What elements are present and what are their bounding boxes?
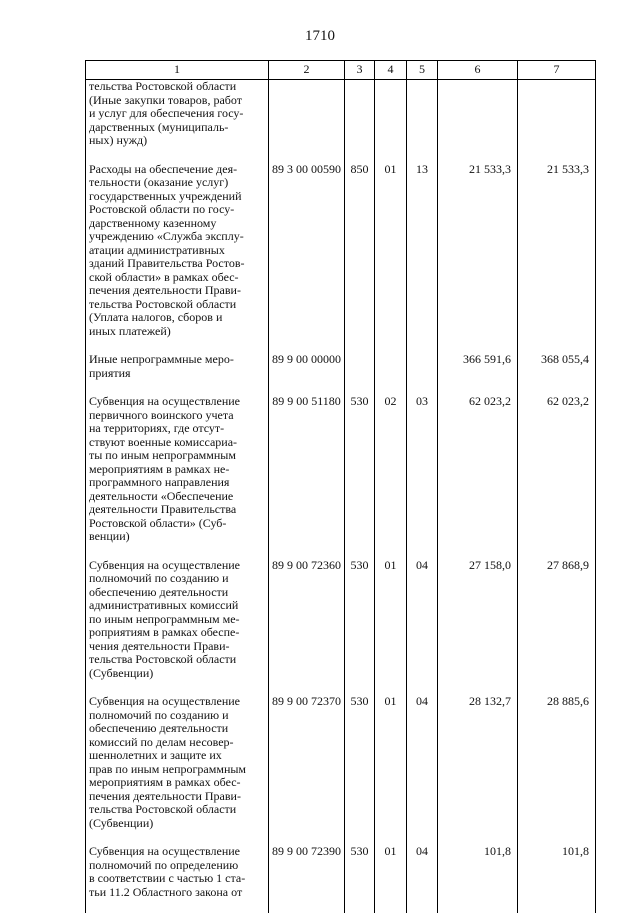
row-sum-1: 27 158,0 — [438, 558, 518, 695]
row-code: 89 9 00 51180 — [269, 394, 345, 558]
budget-table — [85, 60, 596, 913]
row-sum-1: 101,8 — [438, 844, 518, 913]
header-col-7: 7 — [518, 61, 596, 80]
row-rz: 02 — [375, 394, 407, 558]
row-sum-2: 368 055,4 — [518, 352, 596, 394]
row-pr: 03 — [407, 394, 438, 558]
row-sum-1: 21 533,3 — [438, 162, 518, 353]
row-pr: 04 — [407, 558, 438, 695]
row-pr — [407, 80, 438, 162]
row-name: Субвенция на осуществление первичного воинского учета на территориях, где отсут- ствуют военные комиссариа- ты по иным непрограммным мероприятиям в рамках не- программного направления деятельности «Обеспечение деятельности Правительства Ростовской области» (Суб- венции) — [86, 394, 269, 558]
row-sum-1: 366 591,6 — [438, 352, 518, 394]
row-rz: 01 — [375, 558, 407, 695]
row-sum-1 — [438, 80, 518, 162]
row-vr: 530 — [345, 694, 375, 844]
page-number: 1710 — [305, 28, 335, 44]
row-pr — [407, 352, 438, 394]
row-pr: 04 — [407, 694, 438, 844]
row-code: 89 3 00 00590 — [269, 162, 345, 353]
row-vr: 530 — [345, 558, 375, 695]
row-name: тельства Ростовской области (Иные закупки товаров, работ и услуг для обеспечения госу- дарственных (муниципаль- ных) нужд) — [86, 80, 269, 162]
row-pr: 13 — [407, 162, 438, 353]
row-sum-2 — [518, 80, 596, 162]
row-code: 89 9 00 72390 — [269, 844, 345, 913]
table-row — [86, 162, 596, 353]
table-row — [86, 80, 596, 162]
row-sum-2: 27 868,9 — [518, 558, 596, 695]
row-name: Расходы на обеспечение дея- тельности (оказание услуг) государственных учреждений Ростовской области по госу- дарственному казенному учреждению «Служба эксплу- атации административных зданий Правительства Ростов- ской области» в рамках обес- печения деятельности Прави- тельства Ростовской области (Уплата налогов, сборов и иных платежей) — [86, 162, 269, 353]
table-header-row — [86, 61, 596, 80]
row-pr: 04 — [407, 844, 438, 913]
row-sum-2: 62 023,2 — [518, 394, 596, 558]
header-col-3: 3 — [345, 61, 375, 80]
row-sum-2: 21 533,3 — [518, 162, 596, 353]
row-rz: 01 — [375, 844, 407, 913]
table-row — [86, 694, 596, 844]
row-name: Иные непрограммные меро- приятия — [86, 352, 269, 394]
row-sum-1: 62 023,2 — [438, 394, 518, 558]
table-row — [86, 352, 596, 394]
row-rz: 01 — [375, 162, 407, 353]
row-sum-2: 28 885,6 — [518, 694, 596, 844]
row-rz — [375, 352, 407, 394]
row-code: 89 9 00 00000 — [269, 352, 345, 394]
header-col-2: 2 — [269, 61, 345, 80]
row-code — [269, 80, 345, 162]
row-name: Субвенция на осуществление полномочий по определению в соответствии с частью 1 ста- тьи 11.2 Областного закона от — [86, 844, 269, 913]
header-col-6: 6 — [438, 61, 518, 80]
table-row — [86, 558, 596, 695]
row-name: Субвенция на осуществление полномочий по созданию и обеспечению деятельности комиссий по делам несовер- шеннолетних и защите их прав по иным непрограммным мероприятиям в рамках обес- печения деятельности Прави- тельства Ростовской области (Субвенции) — [86, 694, 269, 844]
row-code: 89 9 00 72370 — [269, 694, 345, 844]
row-name: Субвенция на осуществление полномочий по созданию и обеспечению деятельности административных комиссий по иным непрограммным ме- роприятиям в рамках обеспе- чения деятельности Прави- тельства Ростовской области (Субвенции) — [86, 558, 269, 695]
row-vr: 850 — [345, 162, 375, 353]
row-vr — [345, 352, 375, 394]
row-sum-2: 101,8 — [518, 844, 596, 913]
row-code: 89 9 00 72360 — [269, 558, 345, 695]
row-rz — [375, 80, 407, 162]
row-rz: 01 — [375, 694, 407, 844]
header-col-4: 4 — [375, 61, 407, 80]
table-row — [86, 844, 596, 913]
row-sum-1: 28 132,7 — [438, 694, 518, 844]
table-row — [86, 394, 596, 558]
row-vr: 530 — [345, 844, 375, 913]
row-vr: 530 — [345, 394, 375, 558]
row-vr — [345, 80, 375, 162]
header-col-5: 5 — [407, 61, 438, 80]
header-col-1: 1 — [86, 61, 269, 80]
